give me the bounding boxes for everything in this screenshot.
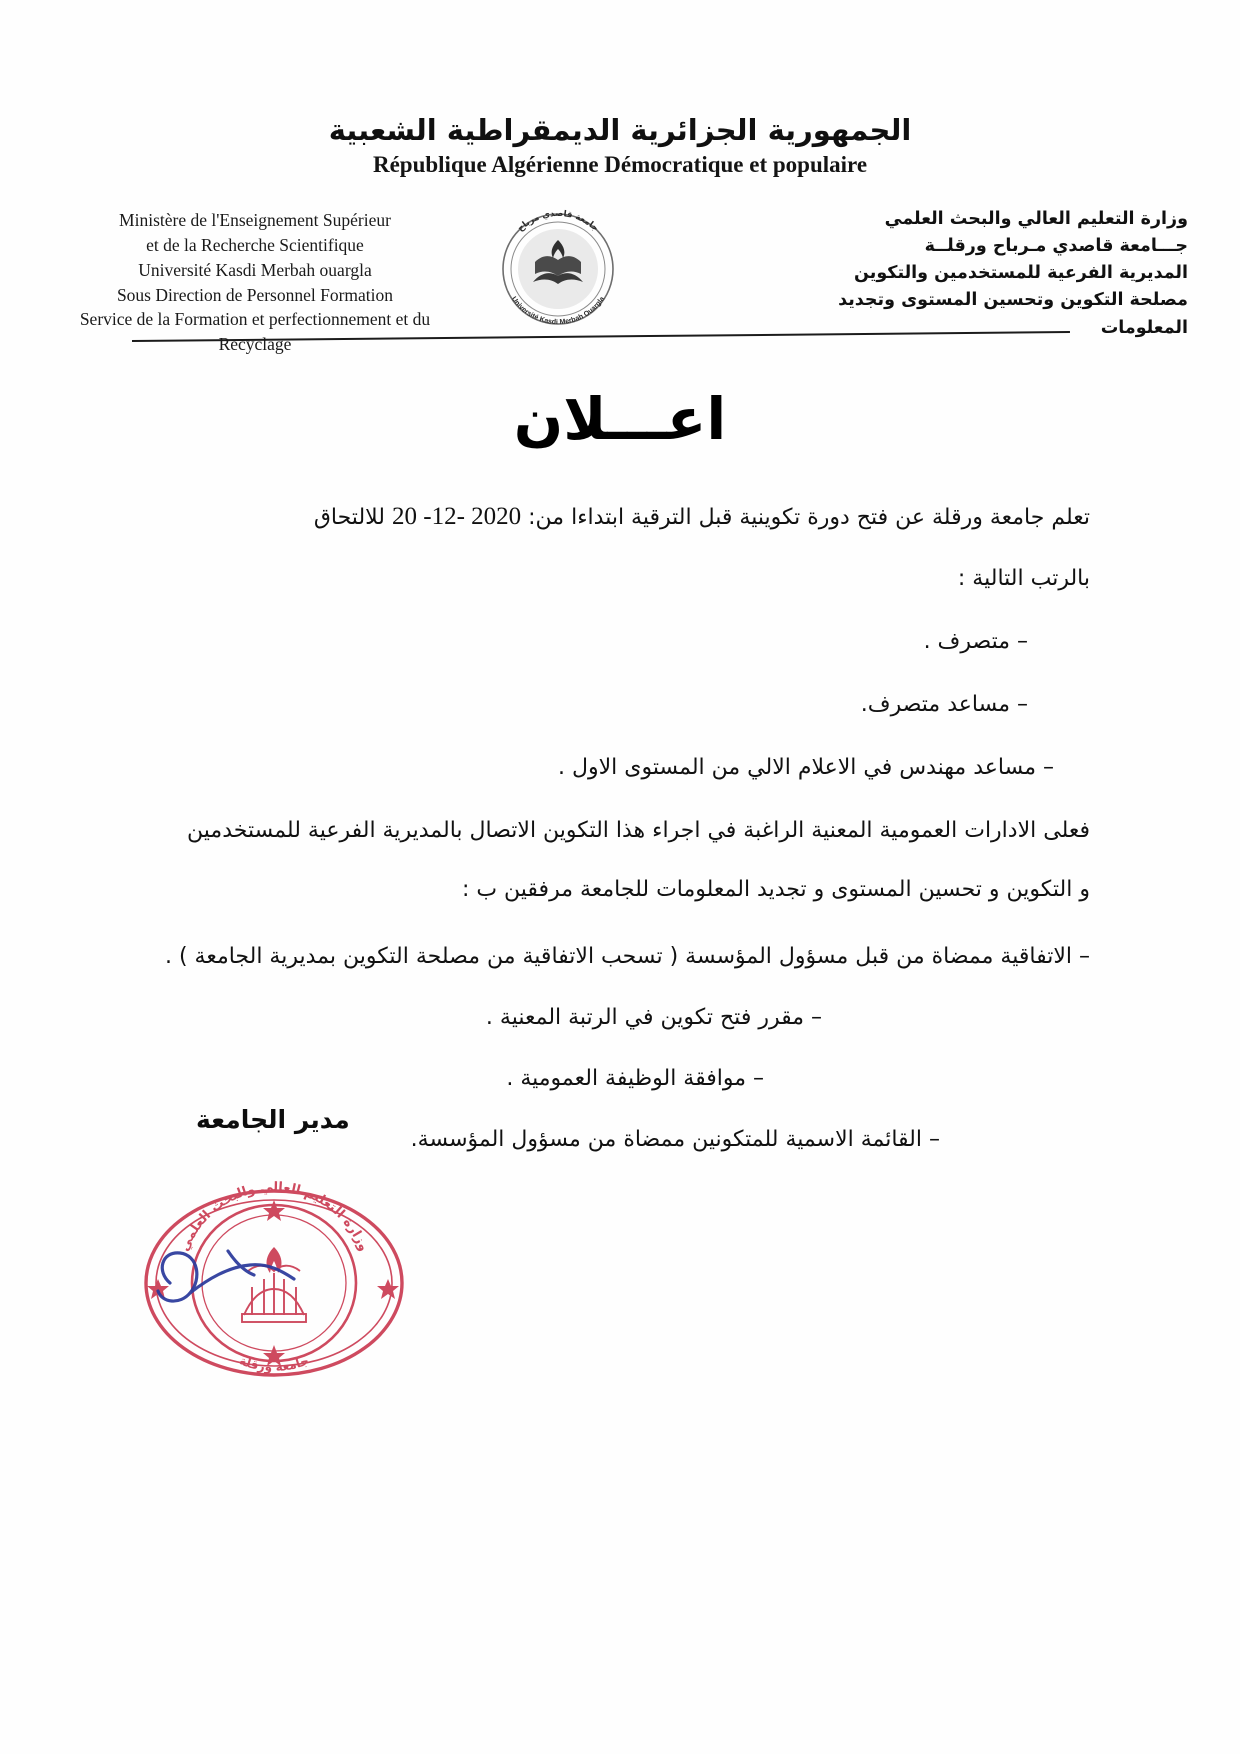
signature-title: مدير الجامعة <box>196 1105 350 1134</box>
intro-text-after-date: للالتحاق <box>313 505 385 530</box>
svg-text:Université Kasdi Merbah Ouargl: Université Kasdi Merbah Ouargla <box>509 295 607 327</box>
french-ministry-block <box>55 208 455 357</box>
rank-item: – متصرف . <box>923 628 1028 654</box>
instruction-line-2: و التكوين و تحسين المستوى و تجديد المعلومات للجامعة مرفقين ب : <box>461 876 1090 902</box>
arabic-line-2: جـــامعة قاصدي مـرباح ورقلــة <box>924 236 1188 257</box>
university-seal-icon <box>485 196 631 342</box>
arabic-line-3: المديرية الفرعية للمستخدمين والتكوين <box>854 263 1188 284</box>
rank-item: – مساعد متصرف. <box>860 691 1028 717</box>
arabic-line-4: مصلحة التكوين وتحسين المستوى وتجديد المعلومات <box>838 290 1188 338</box>
french-line-3: Université Kasdi Merbah ouargla <box>138 259 372 280</box>
requirement-item: – موافقة الوظيفة العمومية . <box>506 1065 764 1091</box>
ranks-lead-in: بالرتب التالية : <box>957 565 1090 591</box>
requirement-item: – مقرر فتح تكوين في الرتبة المعنية . <box>485 1004 822 1030</box>
french-line-5: Service de la Formation et perfectionnement et du Recyclage <box>79 309 431 355</box>
document-body <box>150 498 1090 1184</box>
national-header <box>0 112 1240 178</box>
requirement-item: – الاتفاقية ممضاة من قبل مسؤول المؤسسة ( تسحب الاتفاقية من مصلحة التكوين بمديرية الجامعة ) . <box>164 943 1090 969</box>
arabic-line-1: وزارة التعليم العالي والبحث العلمي <box>884 209 1188 229</box>
instruction-line-1: فعلى الادارات العمومية المعنية الراغبة في اجراء هذا التكوين الاتصال بالمديرية الفرعية للمستخدمين <box>187 817 1090 843</box>
course-start-date: 2020 -12- 20 <box>391 503 522 530</box>
national-header-arabic: الجمهورية الجزائرية الديمقراطية الشعبية <box>328 113 912 147</box>
national-header-french: République Algérienne Démocratique et populaire <box>372 152 868 178</box>
requirement-item: – القائمة الاسمية للمتكونين ممضاة من مسؤول المؤسسة. <box>410 1126 940 1152</box>
french-line-2: et de la Recherche Scientifique <box>146 234 364 255</box>
svg-text:جامعة قاصدي مرباح: جامعة قاصدي مرباح <box>515 208 601 234</box>
svg-text:وزارة التعليم العالي والبحث ال: وزارة التعليم العالي والبحث العلمي <box>177 1179 371 1254</box>
svg-text:جامعة ورقلة: جامعة ورقلة <box>237 1353 311 1375</box>
french-line-4: Sous Direction de Personnel Formation <box>116 284 394 305</box>
intro-paragraph <box>150 498 1090 536</box>
french-line-1: Ministère de l'Enseignement Supérieur <box>119 210 391 230</box>
official-stamp-icon <box>132 1175 472 1390</box>
page-title: اعـــلان <box>513 385 727 453</box>
intro-text-before-date: تعلم جامعة ورقلة عن فتح دورة تكوينية قبل الترقية ابتداءا من: <box>528 505 1090 530</box>
rank-item: – مساعد مهندس في الاعلام الالي من المستوى الاول . <box>558 754 1054 780</box>
arabic-ministry-block <box>748 206 1188 342</box>
